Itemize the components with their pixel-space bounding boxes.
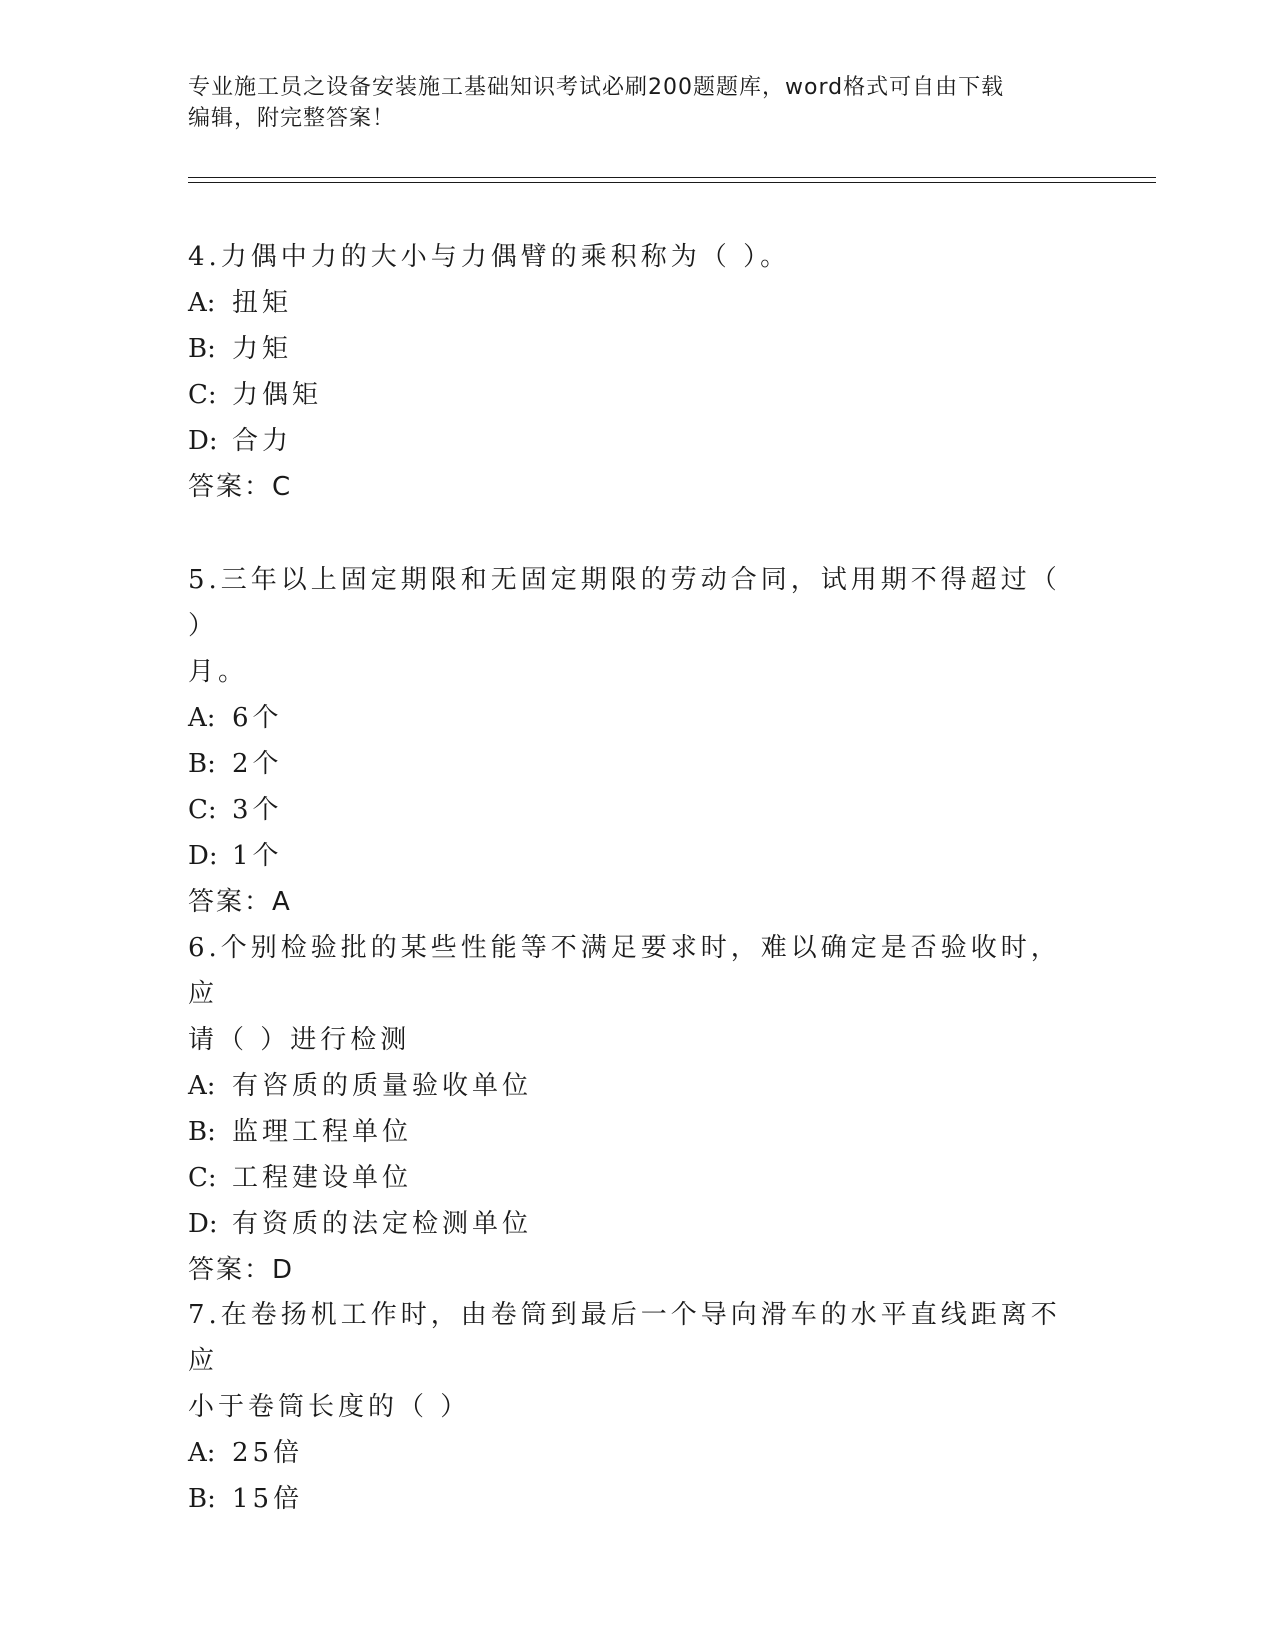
question-stem-line-1: 6.个别检验批的某些性能等不满足要求时，难以确定是否验收时，应 xyxy=(188,933,1061,1009)
option-text: 1个 xyxy=(232,841,283,871)
option-text: 扭矩 xyxy=(232,288,293,318)
option-key: A: xyxy=(188,1438,216,1468)
question-stem-line-2: 请（ ）进行检测 xyxy=(188,1025,411,1055)
header-line-2: 编辑，附完整答案！ xyxy=(188,106,396,131)
option-key: D: xyxy=(188,841,218,871)
option-b xyxy=(188,1109,1068,1155)
option-key: A: xyxy=(188,288,216,318)
document-header xyxy=(188,72,1088,134)
option-key: B: xyxy=(188,1484,216,1514)
option-key: B: xyxy=(188,1117,216,1147)
option-d xyxy=(188,418,1068,464)
option-text: 15倍 xyxy=(232,1484,304,1514)
option-a xyxy=(188,695,1068,741)
option-key: D: xyxy=(188,1209,218,1239)
option-key: B: xyxy=(188,334,216,364)
option-key: D: xyxy=(188,426,218,456)
question-4 xyxy=(188,234,1068,510)
option-text: 力矩 xyxy=(232,334,293,364)
question-stem-line-1: 5.三年以上固定期限和无固定期限的劳动合同，试用期不得超过（ ） xyxy=(188,565,1061,641)
option-text: 工程建设单位 xyxy=(232,1163,413,1193)
option-b xyxy=(188,326,1068,372)
option-c xyxy=(188,1155,1068,1201)
option-c xyxy=(188,787,1068,833)
answer-line: 答案：A xyxy=(188,887,292,917)
option-text: 监理工程单位 xyxy=(232,1117,413,1147)
answer-line: 答案：D xyxy=(188,1255,295,1285)
option-key: C: xyxy=(188,795,217,825)
option-c xyxy=(188,372,1068,418)
option-d xyxy=(188,1201,1068,1247)
option-text: 6个 xyxy=(232,703,283,733)
option-text: 25倍 xyxy=(232,1438,304,1468)
header-line-1: 专业施工员之设备安装施工基础知识考试必刷200题题库，word格式可自由下载 xyxy=(188,75,1005,100)
option-text: 力偶矩 xyxy=(232,380,323,410)
option-a xyxy=(188,280,1068,326)
option-d xyxy=(188,833,1068,879)
option-b xyxy=(188,741,1068,787)
option-a xyxy=(188,1063,1068,1109)
header-divider-top xyxy=(188,177,1156,178)
question-6 xyxy=(188,925,1068,1293)
question-5 xyxy=(188,557,1068,925)
option-key: B: xyxy=(188,749,216,779)
option-a xyxy=(188,1430,1068,1476)
question-stem-line-2: 小于卷筒长度的（ ） xyxy=(188,1392,471,1422)
header-divider-bottom xyxy=(188,182,1156,183)
option-text: 有咨质的质量验收单位 xyxy=(232,1071,533,1101)
option-b xyxy=(188,1476,1068,1522)
option-text: 有资质的法定检测单位 xyxy=(232,1209,533,1239)
answer-line: 答案：C xyxy=(188,472,293,502)
option-key: A: xyxy=(188,1071,216,1101)
option-key: C: xyxy=(188,380,217,410)
option-text: 合力 xyxy=(232,426,293,456)
option-key: C: xyxy=(188,1163,217,1193)
question-7 xyxy=(188,1292,1068,1522)
question-stem-line-1: 7.在卷扬机工作时，由卷筒到最后一个导向滑车的水平直线距离不应 xyxy=(188,1300,1061,1376)
question-stem-line-2: 月。 xyxy=(188,657,249,687)
option-text: 2个 xyxy=(232,749,283,779)
option-text: 3个 xyxy=(232,795,283,825)
option-key: A: xyxy=(188,703,216,733)
question-stem-line-1: 4.力偶中力的大小与力偶臂的乘积称为（ ）。 xyxy=(188,242,791,272)
